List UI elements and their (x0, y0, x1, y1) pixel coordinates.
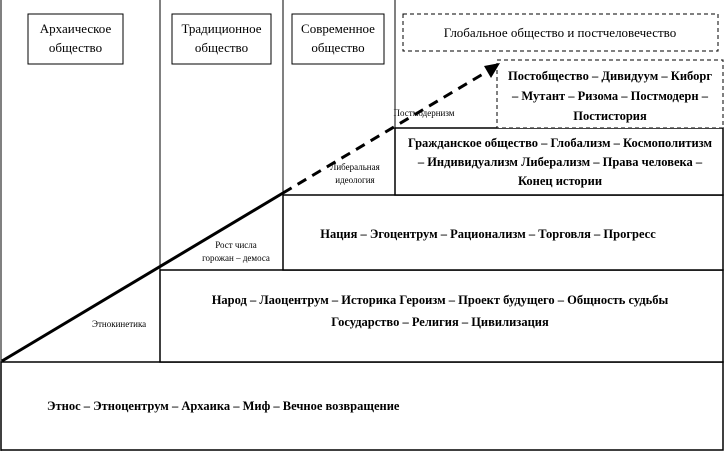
header-global: Глобальное общество и постчеловечество (443, 25, 677, 40)
tier-post-text-line2: – Мутант – Ризома – Постмодерн – (512, 89, 708, 103)
label-liberal-line2: идеология (335, 175, 375, 185)
tier-civil-text-line1: Гражданское общество – Глобализм – Космополитизм (407, 136, 713, 150)
header-archaic-line1: Архаическое (39, 21, 112, 36)
tier-civil-text-line2: – Индивидуализм Либерализм – Права человека – (417, 155, 703, 169)
header-modern-line2: общество (311, 40, 365, 55)
label-ethnokinetics: Этнокинетика (92, 319, 147, 329)
label-liberal-line1: Либеральная (330, 162, 380, 172)
tier-ethnos-text: Этнос – Этноцентрум – Архаика – Миф – Вечное возвращение (47, 399, 400, 413)
label-postmodernism: Постмодернизм (393, 108, 455, 118)
header-traditional-line1: Традиционное (181, 21, 262, 36)
tier-post-text-line1: Постобщество – Дивидуум – Киборг (507, 69, 713, 83)
tier-civil-text-line3: Конец истории (517, 174, 603, 188)
tier-nation-text: Нация – Эгоцентрум – Рационализм – Торговля – Прогресс (320, 227, 656, 241)
header-modern-line1: Современное (301, 21, 375, 36)
label-city-line1: Рост числа (215, 240, 257, 250)
label-city-line2: горожан – демоса (202, 253, 270, 263)
header-traditional-line2: общество (194, 40, 249, 55)
tier-people-text-line1: Народ – Лаоцентрум – Историка Героизм – Проект будущего – Общность судьбы (211, 293, 669, 307)
header-archaic-line2: общество (48, 40, 103, 55)
tier-people-text-line2: Государство – Религия – Цивилизация (331, 315, 549, 329)
tier-post-text-line3: Постистория (573, 109, 647, 123)
